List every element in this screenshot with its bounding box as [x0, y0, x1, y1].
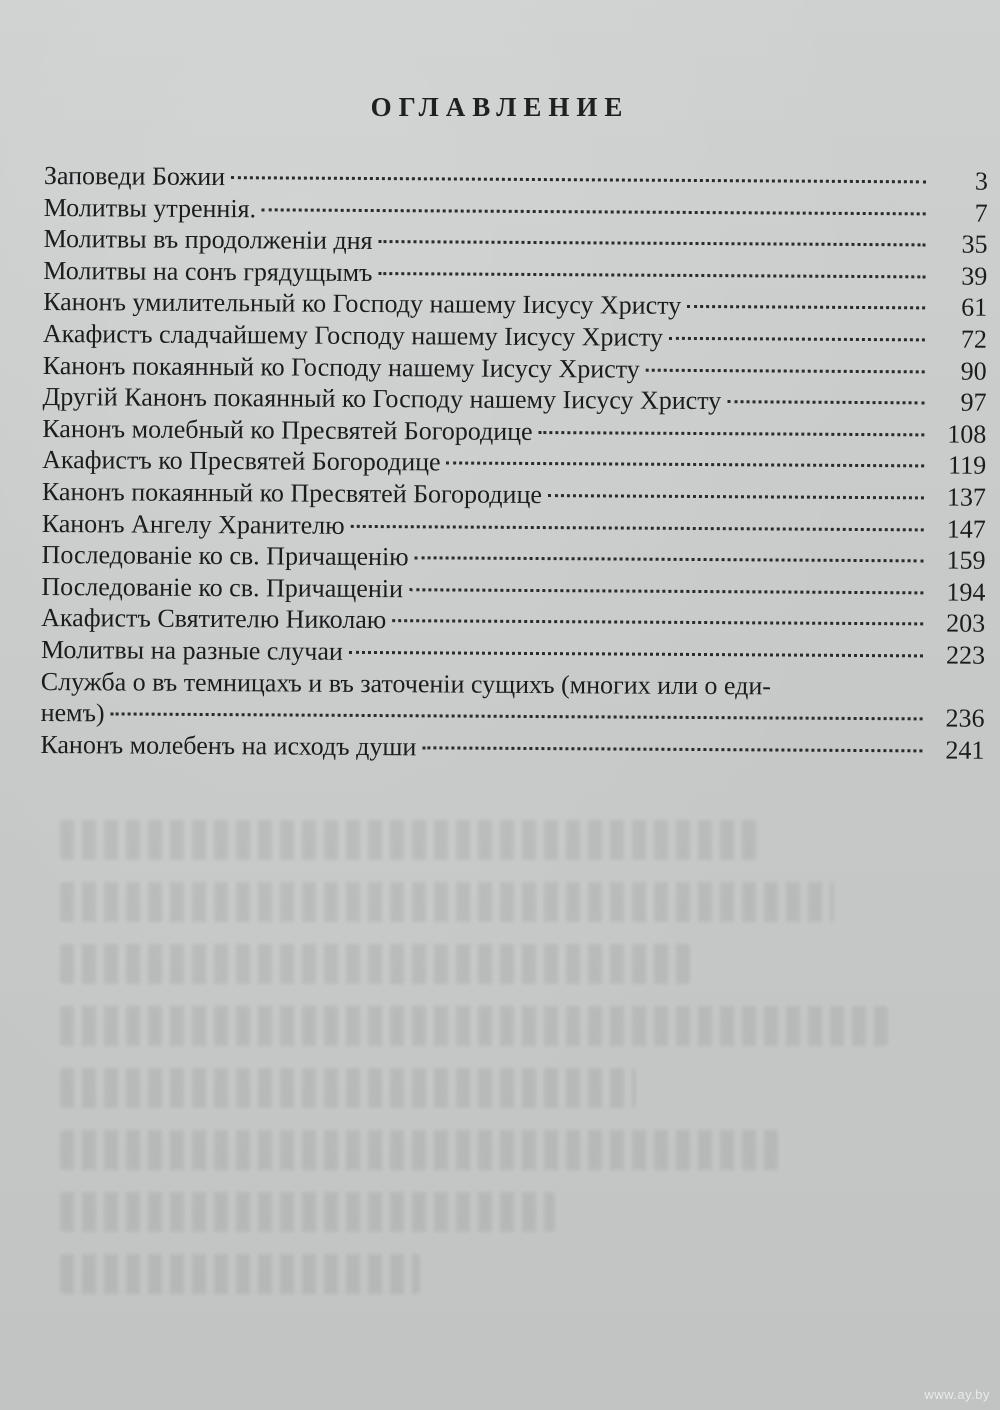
dot-leader	[262, 208, 926, 215]
table-of-contents	[40, 160, 988, 766]
toc-entry-page: 236	[945, 703, 985, 733]
page-title: ОГЛАВЛЕНИЕ	[370, 92, 630, 122]
toc-entry-title: Другій Канонъ покаянный ко Господу нашему Іисусу Христу	[42, 382, 722, 416]
toc-entry-title: Заповеди Божии	[43, 160, 226, 192]
toc-entry-title: Молитвы на разные случаи	[40, 634, 343, 666]
toc-entry-title: Канонъ покаянный ко Господу нашему Іисусу Христу	[42, 350, 640, 384]
dot-leader	[687, 305, 925, 309]
toc-entry-page: 7	[974, 198, 988, 228]
toc-entry-title: Служба о въ темницахъ и въ заточеніи сущихъ (многих или о еди-	[40, 666, 772, 700]
toc-entry-page: 194	[946, 577, 986, 607]
toc-entry-page: 147	[946, 514, 986, 544]
toc-entry-title: Последованіе ко св. Причащеніи	[41, 571, 404, 603]
toc-entry-page: 61	[961, 292, 988, 323]
toc-entry-title: Молитвы утреннія.	[43, 192, 257, 223]
toc-entry-page: 72	[960, 324, 988, 354]
dot-leader	[111, 713, 923, 721]
toc-entry-title: Молитвы на сонъ грядущымъ	[43, 255, 373, 287]
toc-entry	[41, 665, 985, 702]
toc-entry-page: 137	[946, 482, 987, 512]
toc-entry-page: 223	[945, 640, 986, 670]
toc-entry-title: Акафистъ сладчайшему Господу нашему Іисусу Христу	[42, 318, 664, 352]
dot-leader	[349, 651, 923, 658]
toc-entry-title: Канонъ молебный ко Пресвятей Богородице	[42, 413, 533, 446]
dot-leader	[379, 240, 926, 246]
show-through-text	[60, 820, 960, 1340]
dot-leader	[379, 272, 926, 278]
toc-entry-title: Канонъ умилительный ко Господу нашему Іисусу Христу	[43, 287, 682, 321]
dot-leader	[548, 494, 924, 499]
dot-leader	[392, 619, 923, 625]
toc-entry-page: 90	[960, 356, 987, 386]
toc-entry-page: 119	[948, 450, 987, 481]
dot-leader	[409, 588, 923, 594]
dot-leader	[646, 368, 925, 373]
toc-entry-page: 241	[945, 735, 985, 765]
toc-entry-page: 159	[946, 545, 986, 575]
toc-entry-title: немъ)	[40, 698, 105, 728]
toc-entry-page: 97	[960, 387, 987, 417]
dot-leader	[669, 337, 925, 342]
toc-entry-page: 3	[974, 166, 988, 196]
dot-leader	[422, 746, 922, 752]
toc-entry-title: Канонъ молебенъ на исходъ души	[40, 729, 417, 761]
toc-entry-title: Последованіе ко св. Причащенію	[41, 540, 409, 572]
watermark: www.ay.by	[924, 1387, 990, 1402]
toc-entry-title: Канонъ покаянный ко Пресвятей Богородице	[41, 476, 543, 509]
toc-entry-title: Молитвы въ продолженіи дня	[43, 224, 373, 256]
toc-entry-title: Акафистъ Святителю Николаю	[41, 603, 387, 635]
toc-entry-page: 108	[947, 419, 987, 449]
toc-entry-page: 35	[961, 229, 988, 259]
dot-leader	[415, 556, 924, 562]
dot-leader	[231, 176, 926, 183]
dot-leader	[539, 431, 925, 436]
toc-entry-title: Акафистъ ко Пресвятей Богородице	[42, 445, 441, 477]
toc-entry-title: Канонъ Ангелу Хранителю	[41, 508, 345, 540]
toc-entry-page: 203	[946, 608, 986, 639]
toc-entry	[40, 729, 984, 766]
dot-leader	[447, 462, 925, 468]
dot-leader	[727, 400, 924, 404]
dot-leader	[351, 524, 924, 531]
toc-entry-page: 39	[961, 261, 988, 291]
